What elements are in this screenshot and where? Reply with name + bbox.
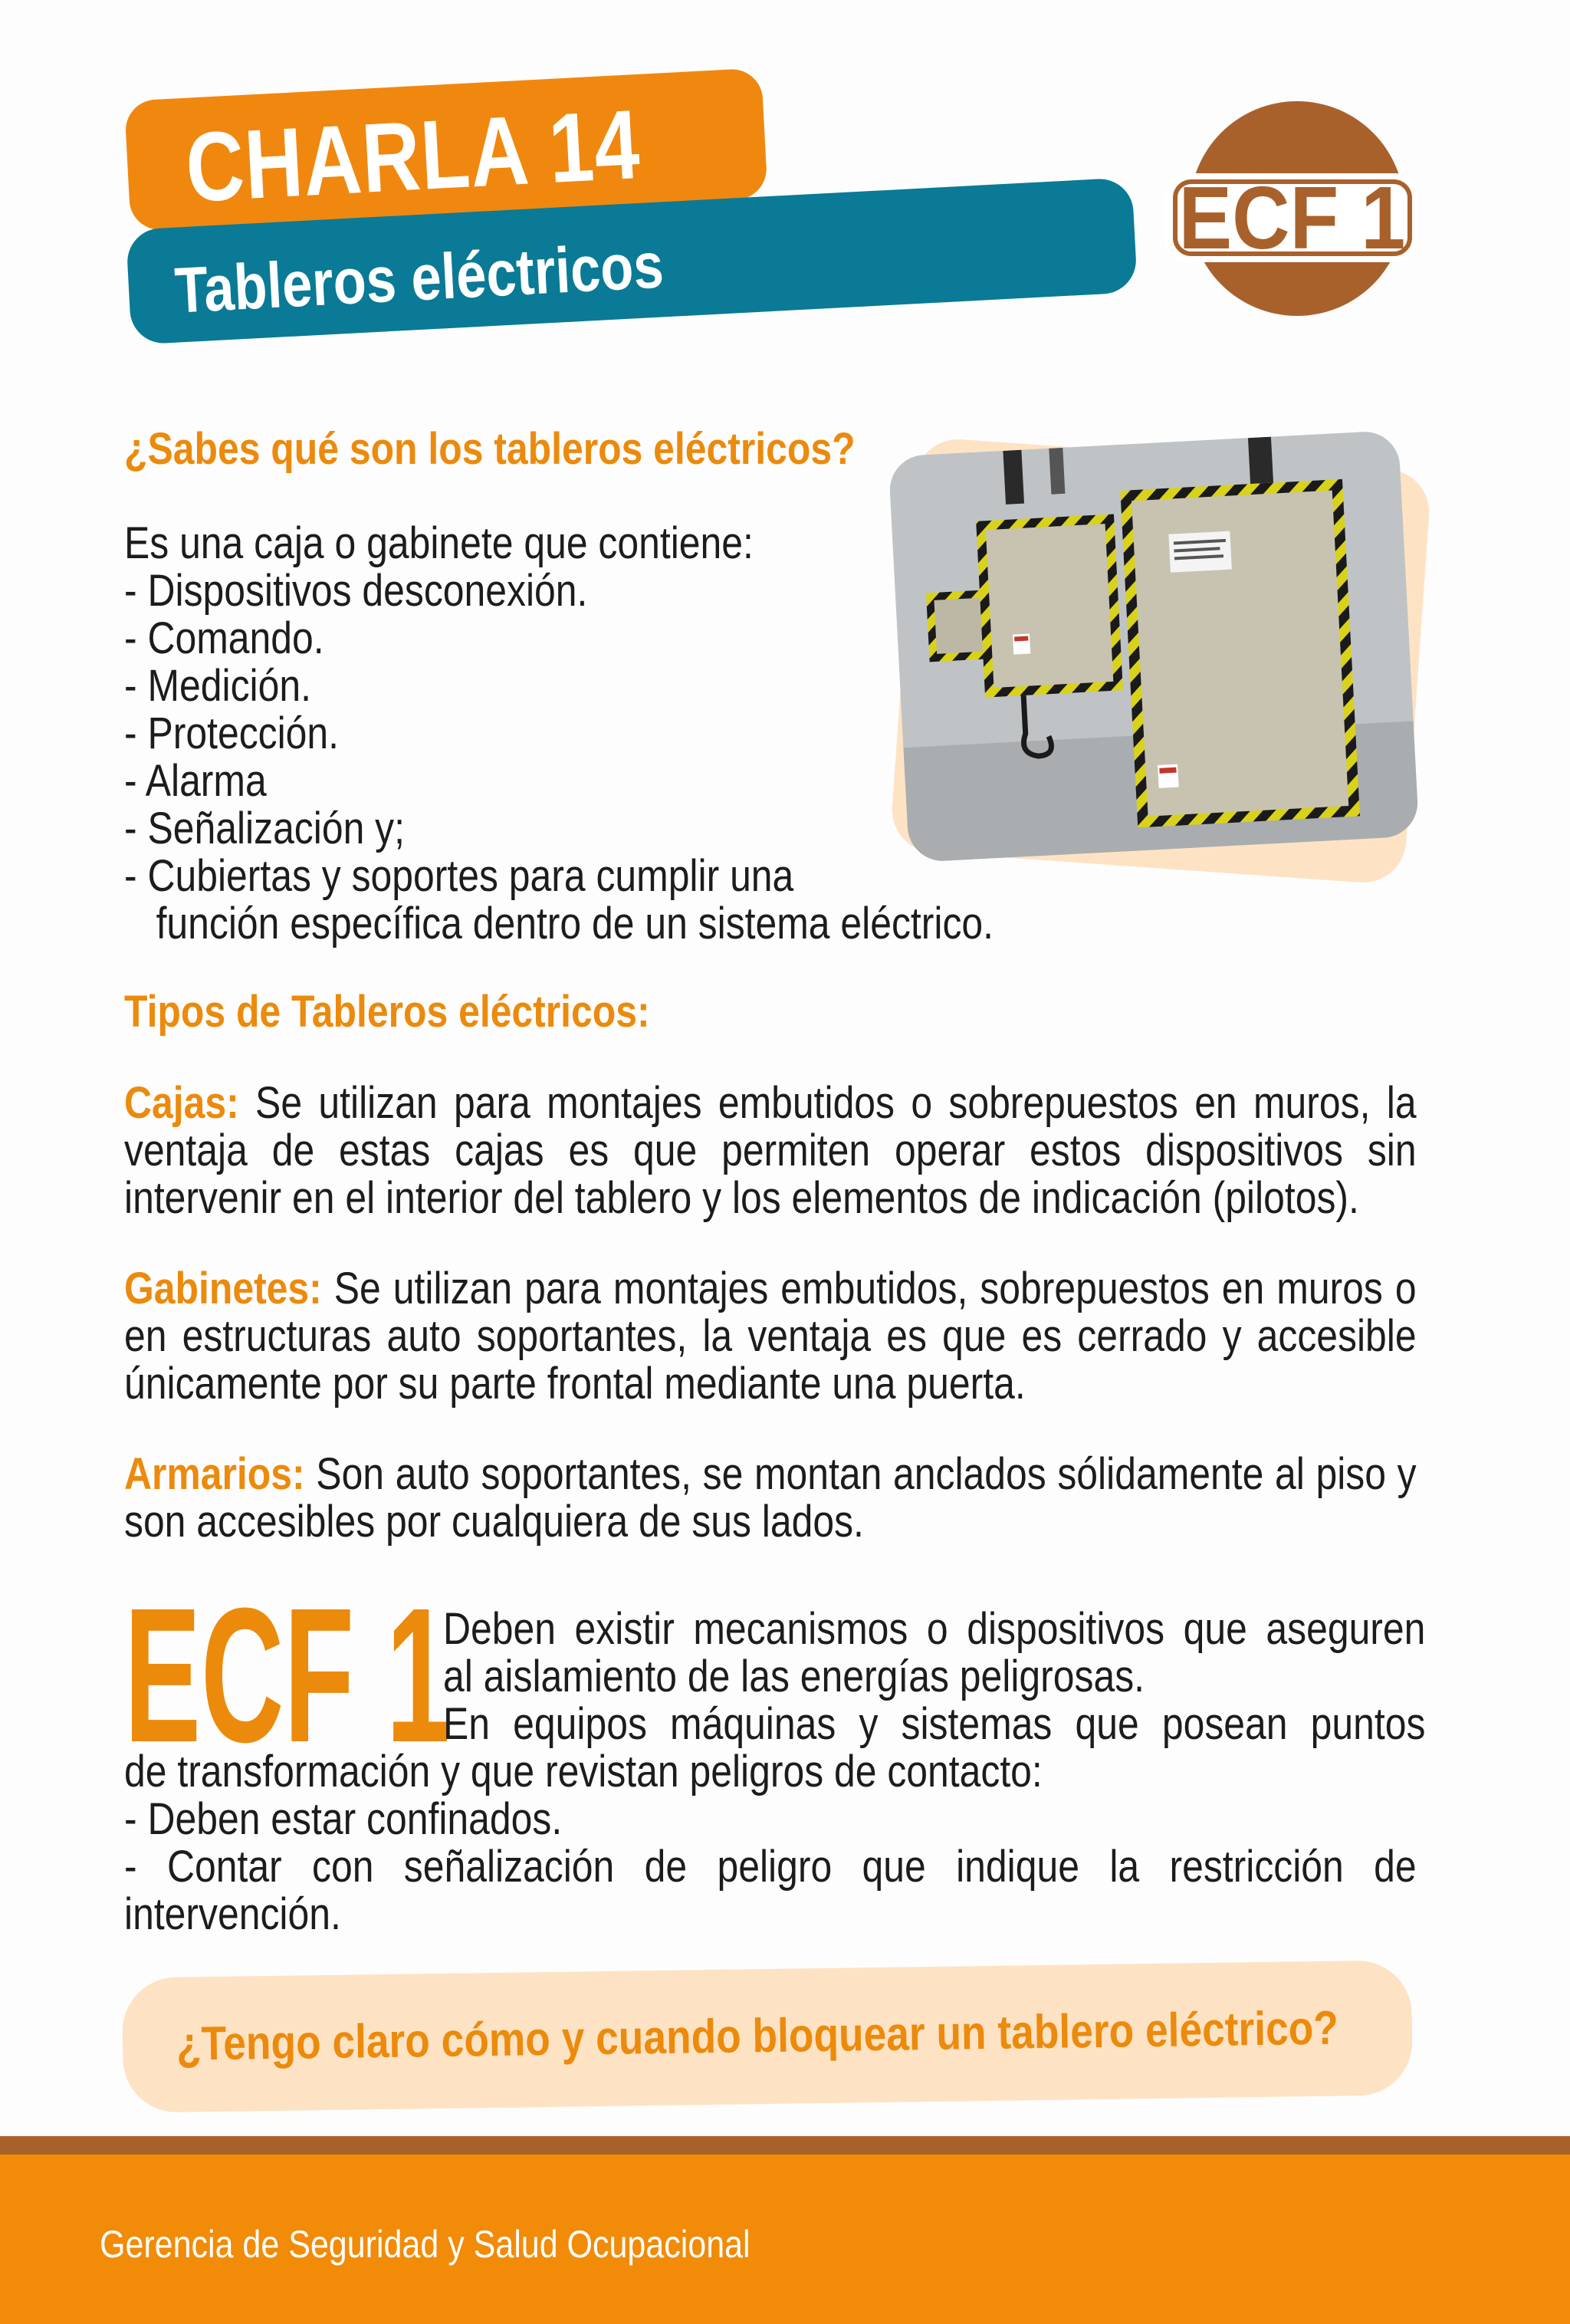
intro-item: - Cubiertas y soportes para cumplir una	[124, 851, 794, 901]
gabinetes-paragraph	[124, 1265, 1417, 1408]
electrical-panel-illustration	[888, 430, 1420, 863]
page-subtitle: Tableros eléctricos	[172, 228, 665, 327]
intro-item: - Dispositivos desconexión.	[124, 566, 588, 616]
charla-title: CHARLA 14	[182, 89, 643, 223]
armarios-label: Armarios:	[124, 1449, 305, 1499]
footer-text: Gerencia de Seguridad y Salud Ocupacional	[100, 2223, 751, 2266]
electrical-panel-photo	[888, 430, 1420, 863]
ecf-line-3: En equipos máquinas y sistemas que posean puntos	[443, 1699, 1426, 1749]
intro-item: - Protección.	[124, 708, 339, 758]
types-heading: Tipos de Tableros eléctricos:	[124, 987, 650, 1037]
question-callout-text: ¿Tengo claro cómo y cuando bloquear un tablero eléctrico?	[176, 2001, 1339, 2071]
intro-item: - Señalización y;	[124, 804, 405, 853]
ecf-large-label: ECF 1	[124, 1568, 451, 1782]
cajas-paragraph	[124, 1080, 1417, 1222]
ecf-badge-label: ECF 1	[1178, 168, 1405, 268]
intro-item: - Medición.	[124, 661, 311, 711]
armarios-paragraph	[124, 1451, 1417, 1546]
intro-lead: Es una caja o gabinete que contiene:	[124, 518, 754, 568]
intro-question: ¿Sabes qué son los tableros eléctricos?	[124, 424, 856, 474]
gabinetes-text: Se utilizan para montajes embutidos, sobrepuestos en muros o en estructuras auto soportantes, la ventaja es que es cerrado y accesible únicamente por su parte frontal mediante una puerta.	[124, 1264, 1417, 1409]
ecf-badge-ring	[1173, 179, 1412, 256]
cajas-text: Se utilizan para montajes embutidos o sobrepuestos en muros, la ventaja de estas cajas es que permiten operar estos dispositivos sin intervenir en el interior del tablero y los elementos de indicación (pilotos).	[124, 1078, 1417, 1223]
ecf-line-4: de transformación y que revistan peligros de contacto:	[124, 1747, 1043, 1796]
footer	[0, 2155, 1570, 2324]
intro-item: - Comando.	[124, 613, 324, 663]
question-callout	[122, 1960, 1413, 2112]
ecf-line-2: al aislamiento de las energías peligrosas.	[443, 1652, 1145, 1701]
intro-list	[124, 520, 994, 948]
footer-divider	[0, 2136, 1570, 2155]
intro-item: función específica dentro de un sistema eléctrico.	[124, 899, 994, 948]
ecf-bullet-2: - Contar con señalización de peligro que indique la restricción de intervención.	[124, 1842, 1417, 1939]
armarios-text: Son auto soportantes, se montan anclados sólidamente al piso y son accesibles por cualquiera de sus lados.	[124, 1449, 1417, 1547]
ecf-bullet-1: - Deben estar confinados.	[124, 1794, 563, 1844]
gabinetes-label: Gabinetes:	[124, 1264, 322, 1313]
intro-item: - Alarma	[124, 756, 267, 806]
ecf-line-1: Deben existir mecanismos o dispositivos que aseguren	[443, 1604, 1426, 1654]
cajas-label: Cajas:	[124, 1078, 239, 1128]
